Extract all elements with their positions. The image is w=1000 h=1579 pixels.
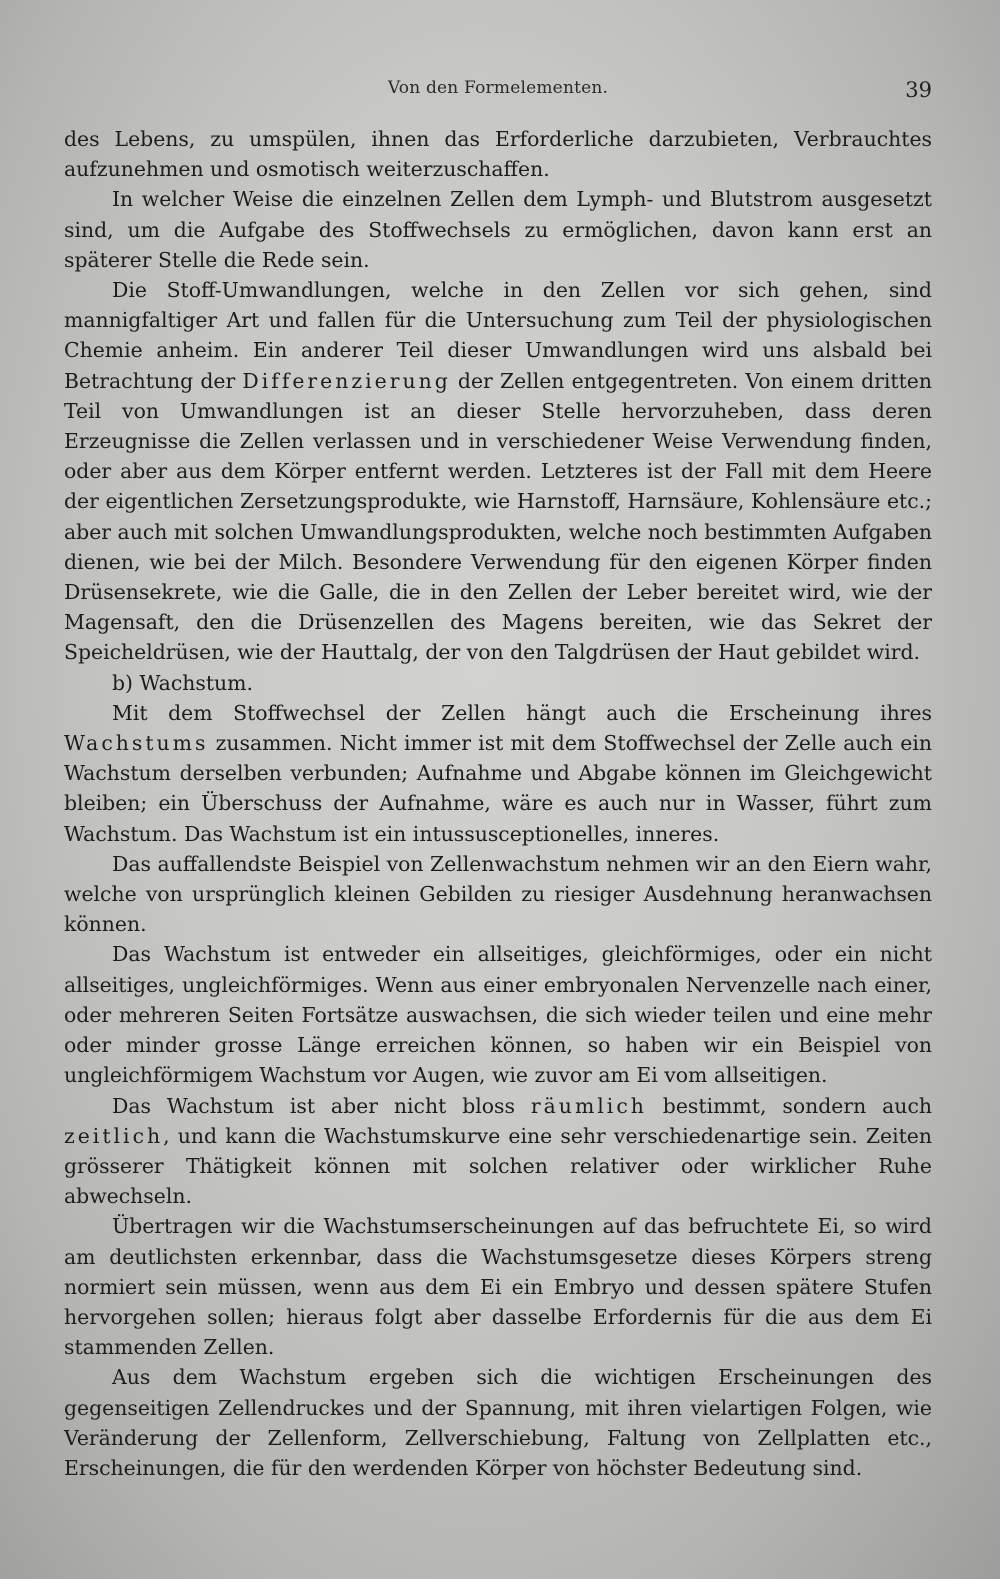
running-head: Von den Formelementen. (387, 78, 609, 98)
paragraph-text: der Zellen entgegentreten. Von einem dritten Teil von Umwandlungen ist an dieser Stelle hervorzuheben, dass deren Erzeugnisse die Zellen verlassen und in verschiedener Weise Verwendung finden, oder aber aus dem Körper entfernt werden. Letzteres ist der Fall mit dem Heere der eigentlichen Zersetzungsprodukte, wie Harnstoff, Harnsäure, Kohlensäure etc.; aber auch mit solchen Umwandlungsprodukten, welche noch bestimmten Aufgaben dienen, wie bei der Milch. Besondere Verwendung für den eigenen Körper finden Drüsensekrete, wie die Galle, die in den Zellen der Leber bereitet wird, wie der Magensaft, den die Drüsenzellen des Magens bereiten, wie das Sekret der Speicheldrüsen, wie der Hauttalg, der von den Talgdrüsen der Haut gebildet wird. (64, 368, 933, 665)
paragraph-blood-stream: In welcher Weise die einzelnen Zellen dem Lymph- und Blutstrom ausgesetzt sind, um die Aufgabe des Stoffwechsels zu ermöglichen, davon kann erst an späterer Stelle die Rede sein. (64, 187, 932, 272)
paragraph-spatial-temporal (64, 1091, 932, 1212)
paragraph-cell-pressure: Aus dem Wachstum ergeben sich die wichtigen Erscheinungen des gegenseitigen Zellendruckes und der Spannung, mit ihren vielartigen Folgen, wie Veränderung der Zellenform, Zellverschiebung, Faltung von Zellplatten etc., Erscheinungen, die für den werdenden Körper von höchster Bedeutung sind. (64, 1365, 932, 1480)
page-number: 39 (905, 78, 932, 102)
paragraph-text: , und kann die Wachstumskurve eine sehr verschiedenartige sein. Zeiten grösserer Thätigkeit können mit solchen relativer oder wirklicher Ruhe abwechseln. (64, 1123, 932, 1209)
spaced-term-zeitlich: zeitlich (64, 1123, 164, 1148)
spaced-term-raeumlich: räumlich (530, 1093, 647, 1118)
paragraph-continuation: des Lebens, zu umspülen, ihnen das Erforderliche darzubieten, Verbrauchtes aufzunehmen und osmotisch weiterzuschaffen. (64, 127, 932, 182)
paragraph-growth-intro (64, 698, 932, 849)
body-text (64, 124, 932, 1483)
paragraph-substance-conversion (64, 275, 932, 668)
paragraph-fertilized-egg: Übertragen wir die Wachstumserscheinungen auf das befruchtete Ei, so wird am deutlichsten erkennbar, dass die Wachstumsgesetze dieses Körpers streng normiert sein müssen, wenn aus dem Ei ein Embryo und dessen spätere Stufen hervorgehen sollen; hieraus folgt aber dasselbe Erfordernis für die aus dem Ei stammenden Zellen. (64, 1214, 932, 1360)
paragraph-text: bestimmt, sondern auch (646, 1093, 932, 1118)
page-header (64, 74, 932, 104)
paragraph-egg-example: Das auffallendste Beispiel von Zellenwachstum nehmen wir an den Eiern wahr, welche von ursprünglich kleinen Gebilden zu riesiger Ausdehnung heranwachsen können. (64, 851, 932, 937)
spaced-term-differenzierung: Differenzierung (242, 368, 451, 393)
paragraph-text: Das Wachstum ist aber nicht bloss (112, 1093, 531, 1118)
paragraph-growth-types: Das Wachstum ist entweder ein allseitiges, gleichförmiges, oder ein nicht allseitiges, ungleichförmiges. Wenn aus einer embryonalen Nervenzelle nach einer, oder mehreren Seiten Fortsätze auswachsen, die sich wieder teilen und eine mehr oder minder grosse Länge erreichen können, so haben wir ein Beispiel von ungleichförmigem Wachstum vor Augen, wie zuvor am Ei vom allseitigen. (64, 942, 932, 1088)
paragraph-text: Die Stoff-Umwandlungen, welche in den Zellen vor sich gehen, sind mannigfaltiger Art und fallen für die Untersuchung zum Teil der physiologischen Chemie anheim. Ein anderer Teil dieser Umwandlungen wird uns alsbald bei Betrachtung der (64, 278, 932, 393)
paragraph-text: Mit dem Stoffwechsel der Zellen hängt auch die Erscheinung ihres (112, 700, 932, 725)
spaced-term-wachstums: Wachstums (64, 731, 209, 756)
paragraph-text: zusammen. Nicht immer ist mit dem Stoffwechsel der Zelle auch ein Wachstum derselben verbunden; Aufnahme und Abgabe können im Gleichgewicht bleiben; ein Überschuss der Aufnahme, wäre es auch nur in Wasser, führt zum Wachstum. Das Wachstum ist ein intussusceptionelles, inneres. (64, 731, 932, 846)
section-heading-wachstum: b) Wachstum. (112, 670, 253, 695)
